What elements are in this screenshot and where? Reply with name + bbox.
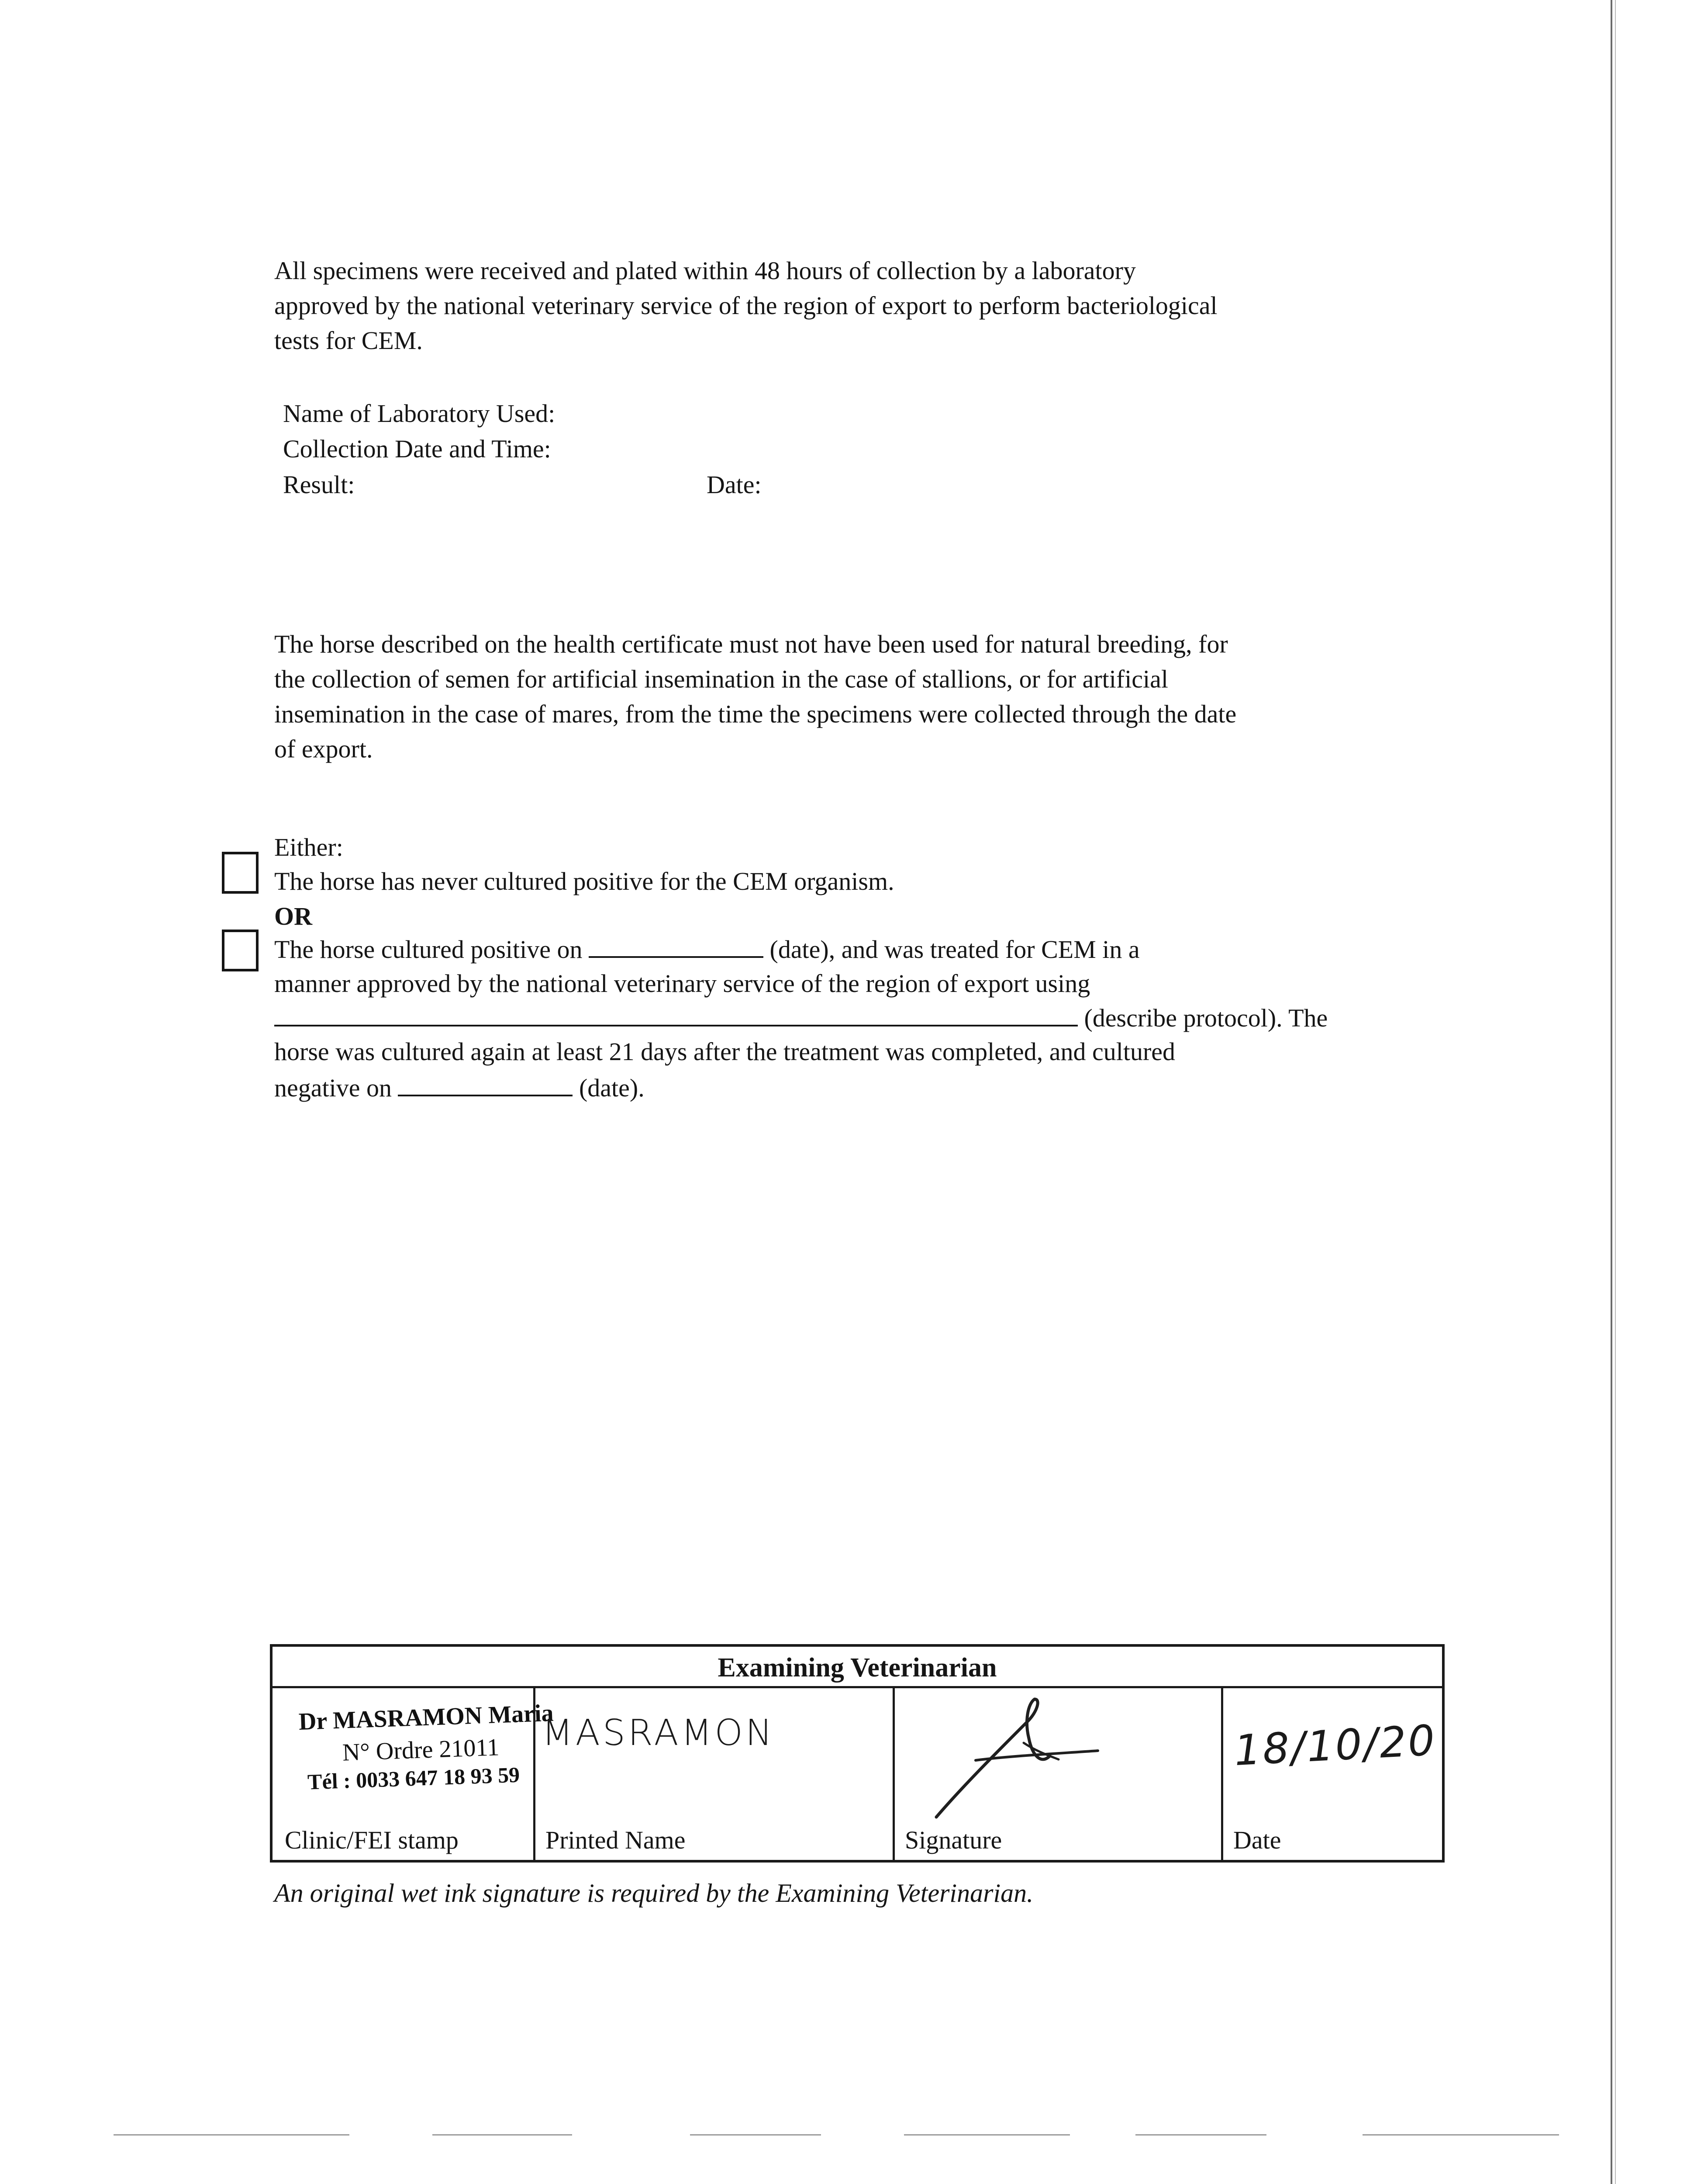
breeding-line: the collection of semen for artificial insemination in the case of stallions, or for artificial bbox=[274, 665, 1169, 693]
stamp-cell bbox=[273, 1686, 554, 1860]
scan-artifact-dash bbox=[1135, 2134, 1266, 2136]
stamp-name-line: Dr MASRAMON Maria bbox=[298, 1699, 554, 1735]
stamp-phone-line: Tél : 0033 647 18 93 59 bbox=[307, 1762, 520, 1794]
printed-name-handwriting: MASRAMON bbox=[542, 1712, 775, 1754]
scan-artifact-dash bbox=[114, 2134, 349, 2136]
collection-label: Collection Date and Time: bbox=[283, 435, 551, 463]
protocol-line bbox=[274, 1000, 1328, 1036]
scan-artifact-dash bbox=[432, 2134, 572, 2136]
specimen-paragraph bbox=[274, 253, 1218, 358]
cultured-positive-line bbox=[274, 932, 1140, 967]
specimen-line: approved by the national veterinary service of the region of export to perform bacteriological bbox=[274, 291, 1218, 320]
printed-name-column-label: Printed Name bbox=[545, 1826, 686, 1854]
scan-artifact-dash bbox=[690, 2134, 821, 2136]
never-positive-text: The horse has never cultured positive for the CEM organism. bbox=[274, 867, 894, 895]
specimen-line: All specimens were received and plated within 48 hours of collection by a laboratory bbox=[274, 256, 1136, 285]
specimen-line: tests for CEM. bbox=[274, 326, 423, 355]
examining-veterinarian-table bbox=[270, 1644, 1445, 1863]
never-positive-checkbox[interactable] bbox=[222, 852, 259, 894]
stamp-column-label: Clinic/FEI stamp bbox=[285, 1826, 459, 1854]
negative-line bbox=[274, 1070, 645, 1106]
signature-column-label: Signature bbox=[905, 1826, 1002, 1854]
either-label: Either: bbox=[274, 833, 343, 861]
or-label: OR bbox=[274, 902, 312, 930]
clinic-stamp bbox=[298, 1699, 554, 1794]
negative-end-text: (date). bbox=[579, 1074, 645, 1102]
manner-text: manner approved by the national veterinary service of the region of export using bbox=[274, 969, 1090, 998]
protocol-label: (describe protocol). The bbox=[1084, 1004, 1328, 1032]
cultured-again-text: horse was cultured again at least 21 days after the treatment was completed, and cultured bbox=[274, 1037, 1176, 1066]
date-handwriting: 18/10/20 bbox=[1233, 1715, 1438, 1776]
negative-start-text: negative on bbox=[274, 1074, 392, 1102]
positive-start-text: The horse cultured positive on bbox=[274, 935, 583, 964]
handwritten-signature-icon bbox=[910, 1690, 1128, 1821]
protocol-blank[interactable] bbox=[274, 1000, 1078, 1026]
result-date-label: Date: bbox=[707, 470, 762, 499]
printed-name-cell[interactable] bbox=[533, 1686, 895, 1860]
positive-date-blank[interactable] bbox=[589, 932, 763, 958]
date-cell[interactable] bbox=[1221, 1686, 1442, 1860]
negative-date-blank[interactable] bbox=[398, 1070, 573, 1096]
scan-edge-line-faint bbox=[1615, 0, 1616, 2184]
scan-edge-line bbox=[1611, 0, 1612, 2184]
signature-cell[interactable] bbox=[893, 1686, 1223, 1860]
scan-artifact-dash bbox=[1363, 2134, 1559, 2136]
vet-table-header: Examining Veterinarian bbox=[273, 1647, 1442, 1688]
wet-ink-note: An original wet ink signature is required by the Examining Veterinarian. bbox=[274, 1879, 1034, 1908]
stamp-ordre-line: N° Ordre 21011 bbox=[342, 1734, 500, 1766]
laboratory-label: Name of Laboratory Used: bbox=[283, 399, 555, 428]
breeding-line: insemination in the case of mares, from the time the specimens were collected through the date bbox=[274, 700, 1237, 728]
cultured-positive-checkbox[interactable] bbox=[222, 930, 259, 971]
date-column-label: Date bbox=[1233, 1826, 1281, 1854]
breeding-paragraph bbox=[274, 627, 1236, 767]
result-label: Result: bbox=[283, 470, 355, 499]
breeding-line: of export. bbox=[274, 735, 373, 763]
breeding-line: The horse described on the health certificate must not have been used for natural breeding, for bbox=[274, 630, 1228, 658]
positive-end-text: (date), and was treated for CEM in a bbox=[769, 935, 1140, 964]
scan-artifact-dash bbox=[904, 2134, 1070, 2136]
